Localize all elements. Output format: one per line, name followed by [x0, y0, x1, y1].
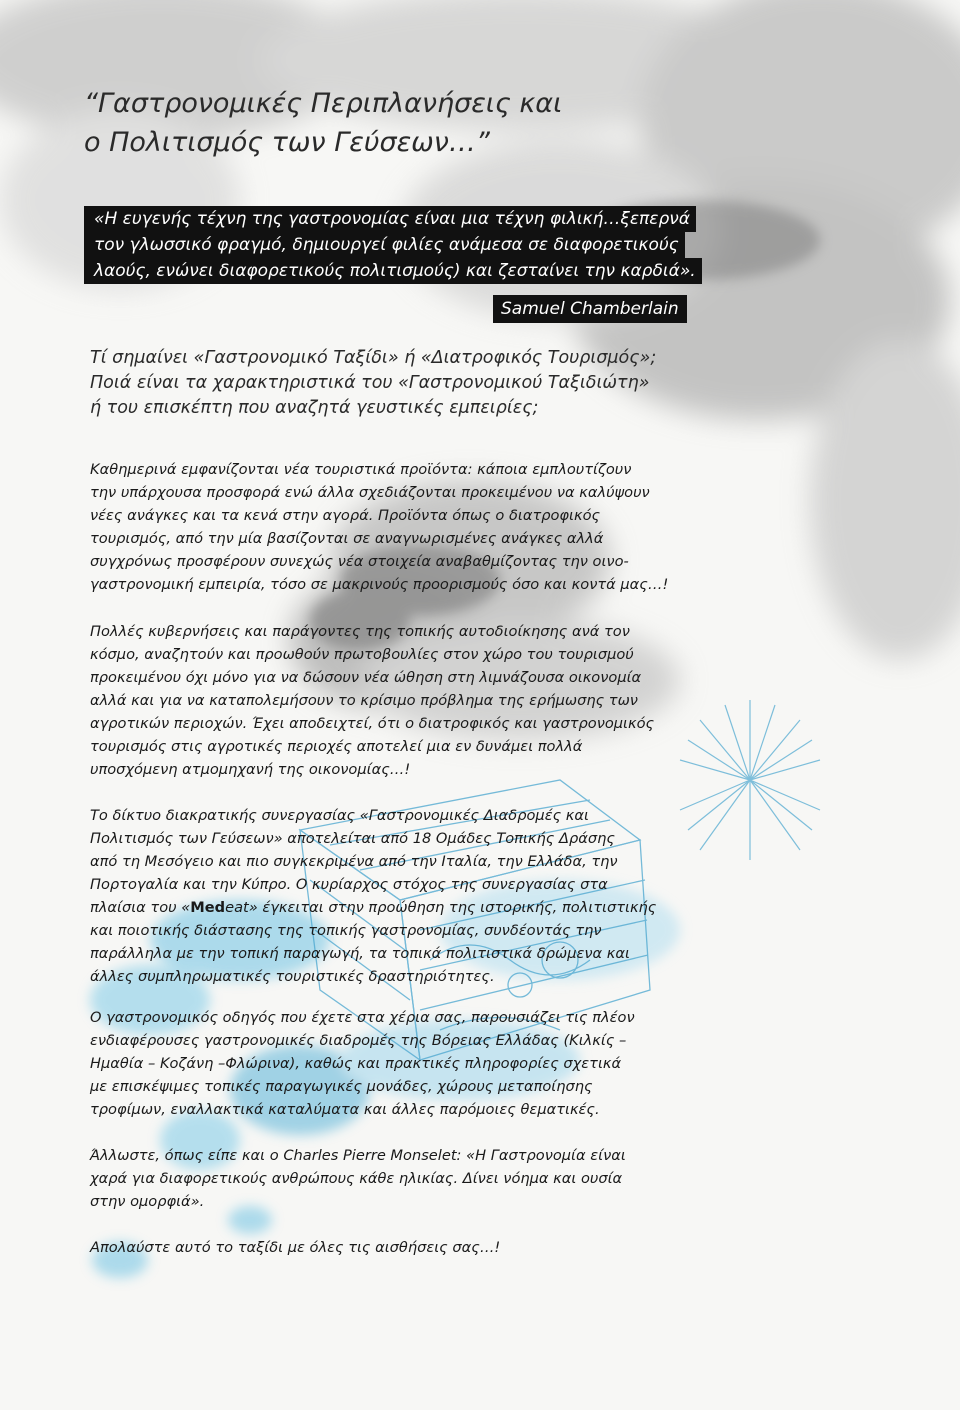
question-line: ή του επισκέπτη που αναζητά γευστικές εμπειρίες;: [90, 398, 539, 418]
text-line: την υπάρχουσα προσφορά ενώ άλλα σχεδιάζονται προκειμένου να καλύψουν: [90, 484, 650, 501]
text-line: χαρά για διαφορετικούς ανθρώπους κάθε ηλικίας. Δίνει νόημα και ουσία: [90, 1170, 623, 1187]
paragraph-network: [90, 804, 680, 988]
paragraph-monselet-quote: [90, 1144, 680, 1213]
epigraph-quote: [84, 206, 696, 284]
text-line: Το δίκτυο διακρατικής συνεργασίας «Γαστρονομικές Διαδρομές και: [90, 807, 589, 824]
text-line: Απολαύστε αυτό το ταξίδι με όλες τις αισθήσεις σας…!: [90, 1239, 501, 1256]
text-line: στην ομορφιά».: [90, 1193, 205, 1210]
question-line: Τί σημαίνει «Γαστρονομικό Ταξίδι» ή «Διατροφικός Τουρισμός»;: [90, 348, 657, 368]
text-line: με επισκέψιμες τοπικές παραγωγικές μονάδες, χώρους μεταποίησης: [90, 1078, 593, 1095]
paragraph-new-products: [90, 458, 680, 596]
text-line: γαστρονομική εμπειρία, τόσο σε μακρινούς προορισμούς όσο και κοντά μας…!: [90, 576, 669, 593]
title-line: “Γαστρονομικές Περιπλανήσεις και: [84, 88, 563, 119]
text-line: παράλληλα με την τοπική παραγωγή, τα τοπικά πολιτιστικά δρώμενα και: [90, 945, 630, 962]
text-line: τουρισμός στις αγροτικές περιοχές αποτελεί μια εν δυνάμει πολλά: [90, 738, 583, 755]
medeat-brand-bold: Med: [190, 899, 226, 916]
quote-line: «Η ευγενής τέχνη της γαστρονομίας είναι μια τέχνη φιλική…ξεπερνά: [84, 206, 696, 232]
text-line: Πολλές κυβερνήσεις και παράγοντες της τοπικής αυτοδιοίκησης ανά τον: [90, 623, 630, 640]
text-line: Πορτογαλία και την Κύπρο. Ο κυρίαρχος στόχος της συνεργασίας στα: [90, 876, 608, 893]
text-line: συγχρόνως προσφέρουν συνεχώς νέα στοιχεία αναβαθμίζοντας την οινο-: [90, 553, 629, 570]
text-fragment: eat» έγκειται στην προώθηση της ιστορικής, πολιτιστικής: [225, 899, 657, 916]
text-line: ενδιαφέρουσες γαστρονομικές διαδρομές της Βόρειας Ελλάδας (Κιλκίς –: [90, 1032, 627, 1049]
text-line: αλλά και για να καταπολεμήσουν το κρίσιμο πρόβλημα της ερήμωσης των: [90, 692, 638, 709]
paragraph-closing: [90, 1236, 680, 1259]
intro-questions: [90, 346, 690, 421]
quote-line: τον γλωσσικό φραγμό, δημιουργεί φιλίες ανάμεσα σε διαφορετικούς: [84, 232, 685, 258]
text-line: Ημαθία – Κοζάνη –Φλώρινα), καθώς και πρακτικές πληροφορίες σχετικά: [90, 1055, 622, 1072]
text-line: Καθημερινά εμφανίζονται νέα τουριστικά προϊόντα: κάποια εμπλουτίζουν: [90, 461, 632, 478]
text-line: Ο γαστρονομικός οδηγός που έχετε στα χέρια σας, παρουσιάζει τις πλέον: [90, 1009, 635, 1026]
title-line: ο Πολιτισμός των Γεύσεων…”: [84, 127, 490, 158]
text-line: κόσμο, αναζητούν και προωθούν πρωτοβουλίες στον χώρο του τουρισμού: [90, 646, 634, 663]
text-line: τροφίμων, εναλλακτικά καταλύματα και άλλες παρόμοιες θεματικές.: [90, 1101, 600, 1118]
text-line: και ποιοτικής διάστασης της τοπικής γαστρονομίας, συνδέοντάς την: [90, 922, 602, 939]
page-title: [84, 84, 644, 162]
question-line: Ποιά είναι τα χαρακτηριστικά του «Γαστρονομικού Ταξιδιώτη»: [90, 373, 650, 393]
text-line: από τη Μεσόγειο και πιο συγκεκριμένα από την Ιταλία, την Ελλάδα, την: [90, 853, 618, 870]
text-fragment: πλαίσια του «: [90, 899, 191, 916]
text-line: Πολιτισμός των Γεύσεων» αποτελείται από 18 Ομάδες Τοπικής Δράσης: [90, 830, 615, 847]
text-line: τουρισμός, από την μία βασίζονται σε αναγνωρισμένες ανάγκες αλλά: [90, 530, 604, 547]
text-line: άλλες συμπληρωματικές τουριστικές δραστηριότητες.: [90, 968, 495, 985]
text-line: υποσχόμενη ατμομηχανή της οικονομίας…!: [90, 761, 411, 778]
quote-line: λαούς, ενώνει διαφορετικούς πολιτισμούς) και ζεσταίνει την καρδιά».: [84, 258, 702, 284]
paragraph-governments: [90, 620, 680, 781]
text-line-medeat: [90, 896, 680, 919]
text-line: προκειμένου όχι μόνο για να δώσουν νέα ώθηση στη λιμνάζουσα οικονομία: [90, 669, 642, 686]
text-line: Άλλωστε, όπως είπε και ο Charles Pierre Monselet: «Η Γαστρονομία είναι: [90, 1147, 626, 1164]
quote-author: Samuel Chamberlain: [493, 295, 687, 323]
text-line: αγροτικών περιοχών. Έχει αποδειχτεί, ότι ο διατροφικός και γαστρονομικός: [90, 715, 655, 732]
text-line: νέες ανάγκες και τα κενά στην αγορά. Προϊόντα όπως ο διατροφικός: [90, 507, 601, 524]
paragraph-guide: [90, 1006, 680, 1121]
